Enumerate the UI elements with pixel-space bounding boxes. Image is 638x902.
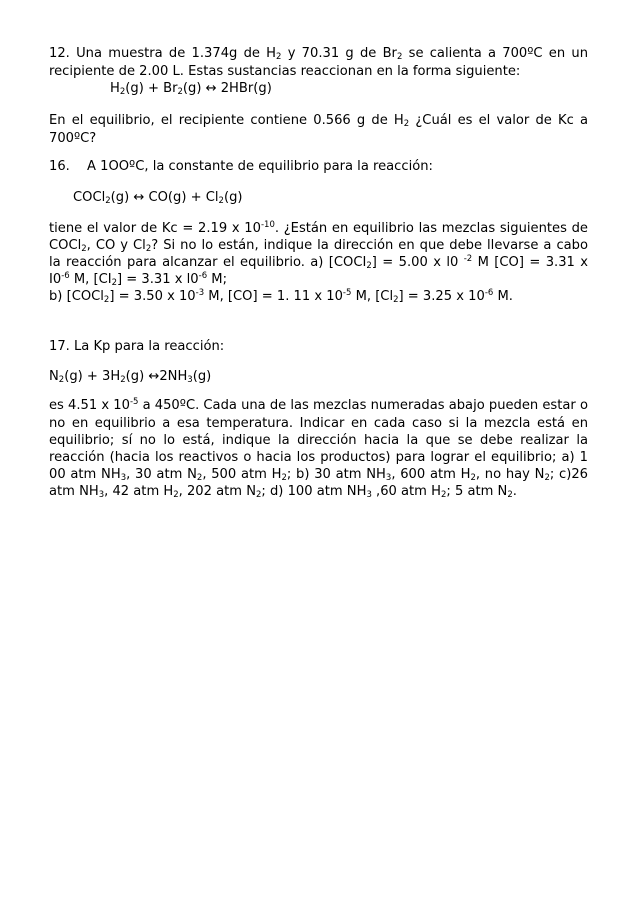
p16-intro: A 1OOºC, la constante de equilibrio para la reacción: [87, 159, 433, 174]
p17-intro: 17. La Kp para la reacción: [49, 339, 225, 354]
p12-line-2: recipiente de 2.00 L. Estas sustancias reaccionan en la forma siguiente: [49, 64, 521, 79]
p17-equation: $N_2(g) + 3H_2(g)$ $\leftrightarrow 2NH_3(g)$ [49, 369, 212, 385]
p12-equation: $H_2(g) + Br_2(g)$ ↔ 2HBr(g) [110, 81, 272, 97]
p16-text-line-1: tiene el valor de Kc = 2.19 x $10^{-10}$. ¿Están en equilibrio las mezclas siguientes de [49, 220, 588, 236]
p17-text-line-3: equilibrio; sí no lo está, indique la dirección hacia la que se debe realizar la [49, 433, 588, 448]
p16-equation: COCl$_2$(g) ↔ $CO(g) + Cl_2(g)$ [73, 190, 243, 206]
p16-number: 16. [49, 159, 70, 174]
p16-text-line-4: $I0^{-6}$ M, $[CI_2] = 3.31$ x $l0^{-6}$ M; [49, 271, 227, 288]
p12-question-line-2: 700ºC? [49, 131, 97, 146]
p17-text-line-2: no en equilibrio a esa temperatura. Indicar en cada caso si la mezcla está en [49, 416, 588, 431]
p12-line-1: 12. Una muestra de 1.374g de $H_2$ y 70.31 g de $Br_2$ se calienta a 700ºC en un [49, 46, 588, 62]
p17-text-line-4: reacción (hacia los reactivos o hacia los productos) para lograr el equilibrio; a) 1 [49, 450, 588, 465]
p16-text-line-5: b) [COCl$_2$] = 3.50 x $10^{-3}$ M, [CO] = 1. 11 x $10^{-5}$ M, $[Cl_2] = 3.25$ x $10^{-6}$ M. [49, 288, 513, 305]
p16-text-line-2: COCl$_2$, CO y $Cl_2$? Si no lo están, indique la dirección en que debe llevarse a cabo [49, 238, 588, 254]
p17-text-line-1: es 4.51 x $10^{-5}$ a 450ºC. Cada una de las mezclas numeradas abajo pueden estar o [49, 397, 588, 413]
p17-text-line-6: atm $NH_3$, 42 atm $H_2$, 202 atm $N_2$; d) 100 atm $NH_3$ ,60 atm $H_2$; 5 atm $N_2$. [49, 484, 517, 500]
p16-text-line-3: la reacción para alcanzar el equilibrio. a) $[COCI_2] = 5.00$ x l0 $^{-2}$ M [CO] = 3.31 x [49, 254, 588, 271]
p17-text-line-5: 00 atm $NH_3$, 30 atm $N_2$, 500 atm $H_2$; b) 30 atm $NH_3$, 600 atm $H_2$, no hay $N_2$; c)26 [49, 467, 588, 483]
p12-question-line-1: En el equilibrio, el recipiente contiene 0.566 g de $H_2$ ¿Cuál es el valor de Kc a [49, 113, 588, 129]
